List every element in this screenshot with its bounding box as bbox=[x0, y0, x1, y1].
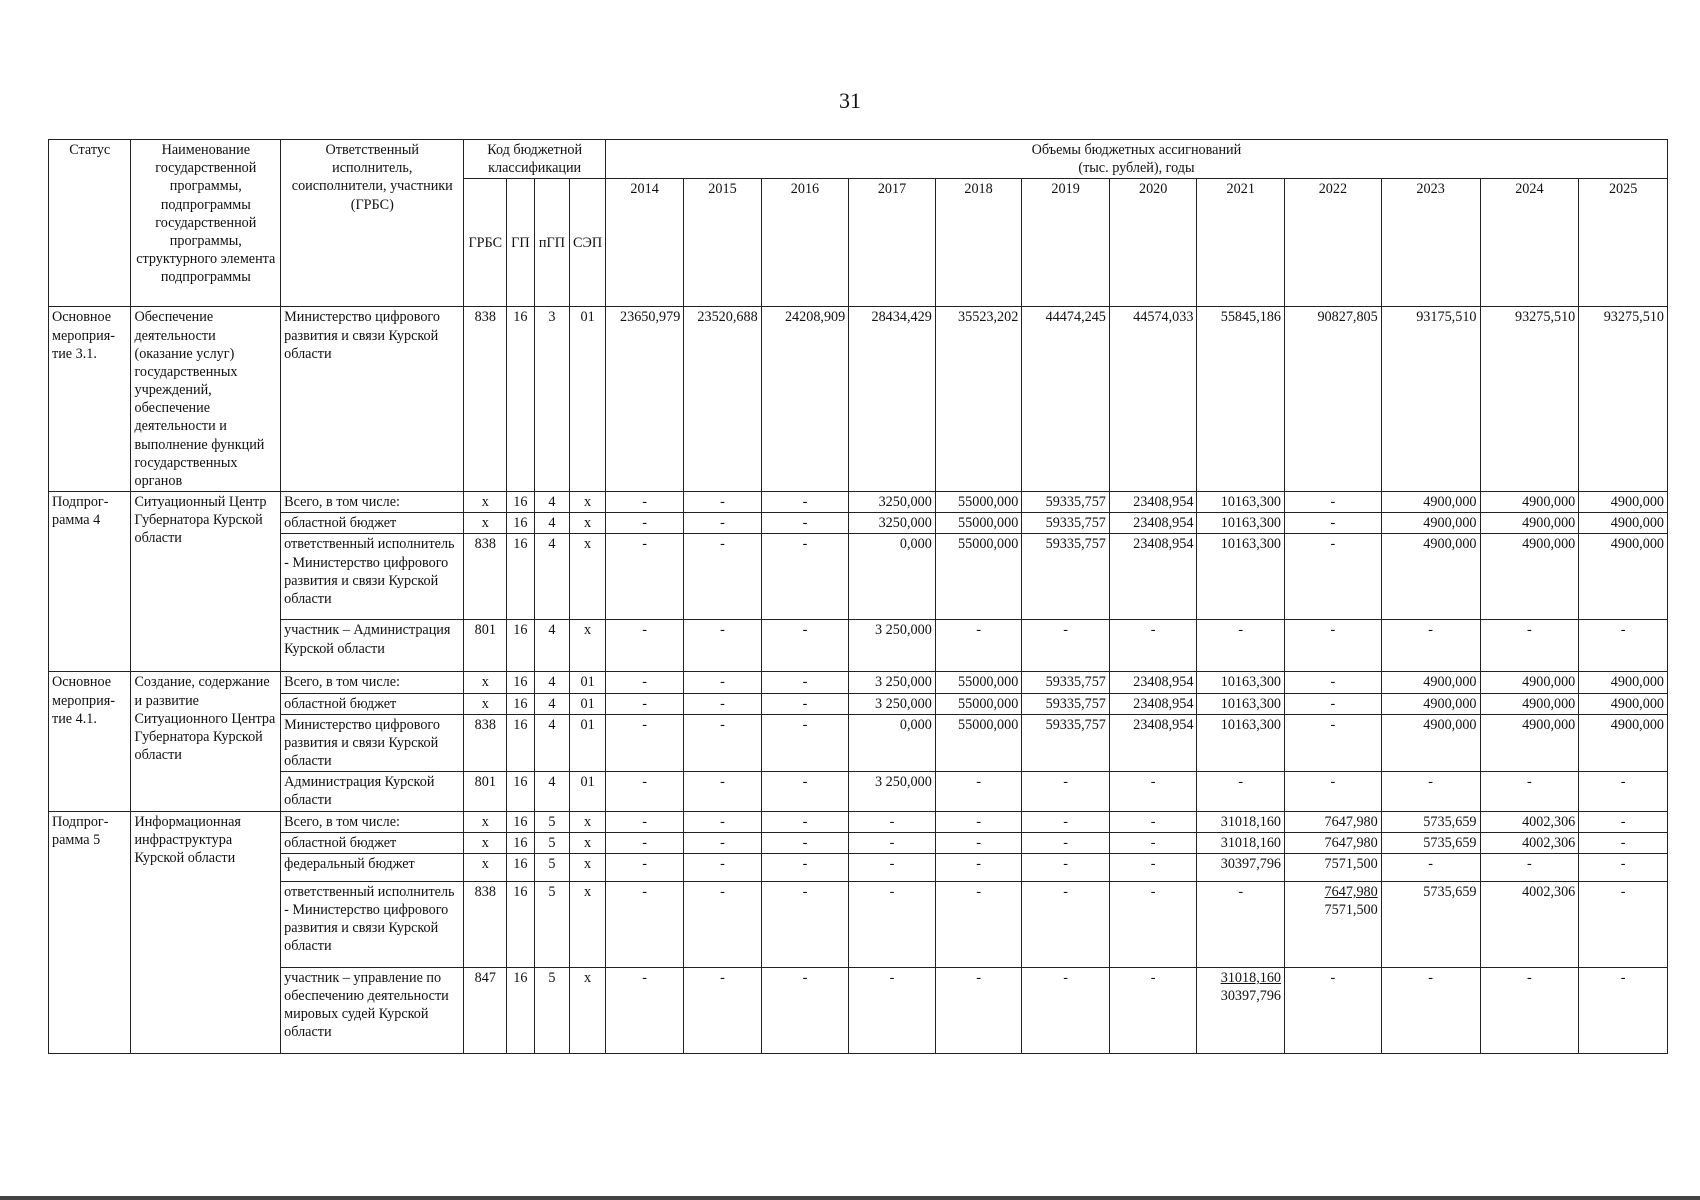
cell-value-2024: - bbox=[1480, 772, 1579, 811]
table-row bbox=[49, 967, 1668, 1053]
cell-value-2019: - bbox=[1022, 620, 1110, 672]
cell-value-2025: 4900,000 bbox=[1579, 513, 1668, 534]
cell-code-gp: 16 bbox=[507, 534, 534, 620]
table-row bbox=[49, 772, 1668, 811]
cell-value-2014: - bbox=[605, 811, 683, 832]
header-code-grbs: ГРБС bbox=[464, 179, 507, 307]
cell-value-2018: - bbox=[935, 881, 1022, 967]
header-year-2018: 2018 bbox=[935, 179, 1022, 307]
cell-code-pgp: 5 bbox=[534, 881, 570, 967]
cell-value-2020: - bbox=[1109, 853, 1197, 881]
cell-value-2023: - bbox=[1381, 967, 1480, 1053]
cell-value-2016: - bbox=[761, 513, 849, 534]
cell-code-pgp: 4 bbox=[534, 534, 570, 620]
header-volumes-title: Объемы бюджетных ассигнований bbox=[1031, 142, 1242, 158]
cell-value-2016: - bbox=[761, 534, 849, 620]
cell-value-2018: - bbox=[935, 811, 1022, 832]
cell-value-2018: 55000,000 bbox=[935, 714, 1022, 772]
cell-value-2020: - bbox=[1109, 881, 1197, 967]
cell-value-2018: 35523,202 bbox=[935, 307, 1022, 492]
cell-value-2016: - bbox=[761, 832, 849, 853]
cell-value-part: 31018,160 bbox=[1220, 969, 1282, 986]
cell-value-2020: 23408,954 bbox=[1109, 492, 1197, 513]
cell-value-2016: - bbox=[761, 967, 849, 1053]
cell-value-2024: - bbox=[1480, 967, 1579, 1053]
cell-value-2014: - bbox=[605, 881, 683, 967]
cell-value-2022: 90827,805 bbox=[1285, 307, 1382, 492]
cell-value-2018: 55000,000 bbox=[935, 513, 1022, 534]
cell-value-2024: 4900,000 bbox=[1480, 513, 1579, 534]
cell-value-2014: - bbox=[605, 492, 683, 513]
cell-value-2022: - bbox=[1285, 534, 1382, 620]
cell-value-2023: 4900,000 bbox=[1381, 492, 1480, 513]
cell-value-2021: 10163,300 bbox=[1197, 534, 1285, 620]
cell-program-name: Обеспечение деятельности (оказание услуг) государственных учреждений, обеспечение деятельности и выполнение функций государственных органов bbox=[131, 307, 281, 492]
cell-code-grbs: 801 bbox=[464, 620, 507, 672]
cell-value-2024: 4900,000 bbox=[1480, 492, 1579, 513]
cell-value-2020: - bbox=[1109, 772, 1197, 811]
table-row bbox=[49, 534, 1668, 620]
cell-value-2022: 7571,500 bbox=[1285, 853, 1382, 881]
header-year-2021: 2021 bbox=[1197, 179, 1285, 307]
cell-value-2025: 4900,000 bbox=[1579, 693, 1668, 714]
cell-code-pgp: 4 bbox=[534, 693, 570, 714]
cell-status: Основное мероприя-тие 3.1. bbox=[49, 307, 131, 492]
header-year-2019: 2019 bbox=[1022, 179, 1110, 307]
cell-value-2022: - bbox=[1285, 967, 1382, 1053]
cell-value-2024: - bbox=[1480, 620, 1579, 672]
cell-value-2022: - bbox=[1285, 772, 1382, 811]
cell-value-2023: 93175,510 bbox=[1381, 307, 1480, 492]
cell-code-pgp: 4 bbox=[534, 672, 570, 693]
cell-value-2015: - bbox=[684, 714, 761, 772]
cell-code-sep: х bbox=[570, 853, 606, 881]
cell-value-2019: - bbox=[1022, 811, 1110, 832]
cell-code-sep: х bbox=[570, 832, 606, 853]
cell-value-2014: - bbox=[605, 772, 683, 811]
cell-value-2022: 7647,980 bbox=[1285, 811, 1382, 832]
cell-value-2017: - bbox=[849, 967, 936, 1053]
cell-code-grbs: х bbox=[464, 492, 507, 513]
table-row bbox=[49, 714, 1668, 772]
cell-code-gp: 16 bbox=[507, 620, 534, 672]
cell-code-grbs: 801 bbox=[464, 772, 507, 811]
cell-value-2024: 4002,306 bbox=[1480, 881, 1579, 967]
cell-value-2017: - bbox=[849, 832, 936, 853]
cell-value-2017: - bbox=[849, 881, 936, 967]
cell-value-2022 bbox=[1285, 881, 1382, 967]
cell-value-2014: - bbox=[605, 513, 683, 534]
cell-value-2016: - bbox=[761, 693, 849, 714]
table-row bbox=[49, 881, 1668, 967]
cell-executor: областной бюджет bbox=[281, 832, 464, 853]
table-row bbox=[49, 832, 1668, 853]
cell-value-2017: 0,000 bbox=[849, 534, 936, 620]
cell-program-name: Информационная инфраструктура Курской области bbox=[131, 811, 281, 1053]
cell-code-sep: х bbox=[570, 492, 606, 513]
cell-value-2021: 10163,300 bbox=[1197, 714, 1285, 772]
cell-value-2019: 59335,757 bbox=[1022, 534, 1110, 620]
cell-value-part: 7647,980 bbox=[1324, 883, 1378, 900]
cell-value-2017: 3 250,000 bbox=[849, 772, 936, 811]
cell-value-2014: - bbox=[605, 534, 683, 620]
cell-value-2018: - bbox=[935, 620, 1022, 672]
table-header bbox=[49, 140, 1668, 307]
cell-value-2019: 44474,245 bbox=[1022, 307, 1110, 492]
cell-value-2015: - bbox=[684, 967, 761, 1053]
cell-value-2015: - bbox=[684, 881, 761, 967]
cell-value-2020: 23408,954 bbox=[1109, 672, 1197, 693]
cell-value-2017: 28434,429 bbox=[849, 307, 936, 492]
cell-value-2014: - bbox=[605, 672, 683, 693]
cell-value-2015: - bbox=[684, 513, 761, 534]
table-body bbox=[49, 307, 1668, 1054]
cell-code-grbs: 838 bbox=[464, 307, 507, 492]
cell-value-2022: - bbox=[1285, 693, 1382, 714]
cell-value-2014: - bbox=[605, 693, 683, 714]
cell-code-grbs: х bbox=[464, 693, 507, 714]
cell-value-2015: - bbox=[684, 620, 761, 672]
cell-value-2025: - bbox=[1579, 832, 1668, 853]
cell-value-2017: 3250,000 bbox=[849, 513, 936, 534]
cell-code-pgp: 5 bbox=[534, 853, 570, 881]
cell-status: Основное мероприя-тие 4.1. bbox=[49, 672, 131, 811]
header-executor: Ответственный исполнитель, соисполнители, участники (ГРБС) bbox=[281, 140, 464, 307]
cell-code-gp: 16 bbox=[507, 772, 534, 811]
cell-value-2017: 3 250,000 bbox=[849, 620, 936, 672]
cell-code-pgp: 4 bbox=[534, 772, 570, 811]
header-code-gp: ГП bbox=[507, 179, 534, 307]
cell-value-2019: - bbox=[1022, 772, 1110, 811]
cell-value-2025: - bbox=[1579, 853, 1668, 881]
header-volumes-unit: (тыс. рублей), годы bbox=[1078, 160, 1195, 177]
cell-value-2018: - bbox=[935, 853, 1022, 881]
cell-code-grbs: 838 bbox=[464, 714, 507, 772]
cell-code-grbs: х bbox=[464, 513, 507, 534]
cell-value-2019: - bbox=[1022, 853, 1110, 881]
cell-value-2025: 4900,000 bbox=[1579, 492, 1668, 513]
cell-code-gp: 16 bbox=[507, 672, 534, 693]
cell-code-sep: 01 bbox=[570, 714, 606, 772]
cell-status: Подпрог-рамма 5 bbox=[49, 811, 131, 1053]
cell-value-2015: 23520,688 bbox=[684, 307, 761, 492]
cell-value-2016: 24208,909 bbox=[761, 307, 849, 492]
cell-value-2017: 3250,000 bbox=[849, 492, 936, 513]
cell-code-grbs: 847 bbox=[464, 967, 507, 1053]
cell-executor: Всего, в том числе: bbox=[281, 672, 464, 693]
cell-value-2024: 4002,306 bbox=[1480, 811, 1579, 832]
cell-value-2025: - bbox=[1579, 811, 1668, 832]
scan-edge-line bbox=[0, 1196, 1700, 1200]
cell-value-2023: 4900,000 bbox=[1381, 513, 1480, 534]
cell-value-2025: 4900,000 bbox=[1579, 672, 1668, 693]
cell-code-sep: 01 bbox=[570, 672, 606, 693]
header-year-2017: 2017 bbox=[849, 179, 936, 307]
cell-value-2016: - bbox=[761, 620, 849, 672]
cell-value-2021: 31018,160 bbox=[1197, 832, 1285, 853]
header-status: Статус bbox=[49, 140, 131, 307]
cell-code-gp: 16 bbox=[507, 513, 534, 534]
cell-value-2023: - bbox=[1381, 853, 1480, 881]
cell-value-2020: 23408,954 bbox=[1109, 714, 1197, 772]
cell-value-2016: - bbox=[761, 881, 849, 967]
cell-value-2019: 59335,757 bbox=[1022, 714, 1110, 772]
cell-code-gp: 16 bbox=[507, 693, 534, 714]
cell-code-sep: х bbox=[570, 967, 606, 1053]
cell-executor: Администрация Курской области bbox=[281, 772, 464, 811]
cell-code-sep: 01 bbox=[570, 307, 606, 492]
cell-status: Подпрог-рамма 4 bbox=[49, 492, 131, 672]
cell-value-2016: - bbox=[761, 714, 849, 772]
cell-value-2015: - bbox=[684, 832, 761, 853]
cell-value-2016: - bbox=[761, 853, 849, 881]
cell-value-2021: 10163,300 bbox=[1197, 672, 1285, 693]
cell-value-2022: - bbox=[1285, 620, 1382, 672]
page-number: 31 bbox=[839, 88, 861, 113]
cell-executor: Министерство цифрового развития и связи Курской области bbox=[281, 307, 464, 492]
cell-value-2022: 7647,980 bbox=[1285, 832, 1382, 853]
cell-value-2020: - bbox=[1109, 832, 1197, 853]
cell-value-2015: - bbox=[684, 853, 761, 881]
header-code-sep: СЭП bbox=[570, 179, 606, 307]
cell-value-2014: - bbox=[605, 832, 683, 853]
cell-value-2024: 4900,000 bbox=[1480, 672, 1579, 693]
cell-value-2022: - bbox=[1285, 714, 1382, 772]
cell-value-2025: - bbox=[1579, 772, 1668, 811]
cell-value-2021: 55845,186 bbox=[1197, 307, 1285, 492]
cell-program-name: Создание, содержание и развитие Ситуационного Центра Губернатора Курской области bbox=[131, 672, 281, 811]
header-code-pgp: пГП bbox=[534, 179, 570, 307]
cell-code-sep: 01 bbox=[570, 772, 606, 811]
cell-value-part: 30397,796 bbox=[1220, 988, 1282, 1005]
cell-executor: ответственный исполнитель - Министерство цифрового развития и связи Курской области bbox=[281, 534, 464, 620]
cell-value-2023: 4900,000 bbox=[1381, 714, 1480, 772]
cell-executor: Министерство цифрового развития и связи Курской области bbox=[281, 714, 464, 772]
cell-value-2025: 4900,000 bbox=[1579, 714, 1668, 772]
budget-table-container bbox=[48, 139, 1668, 1054]
cell-code-sep: х bbox=[570, 534, 606, 620]
cell-value-2014: 23650,979 bbox=[605, 307, 683, 492]
cell-value-2014: - bbox=[605, 714, 683, 772]
header-name: Наименование государственной программы, подпрограммы государственной программы, структурного элемента подпрограммы bbox=[131, 140, 281, 307]
cell-value-2018: 55000,000 bbox=[935, 492, 1022, 513]
cell-value-2021: 30397,796 bbox=[1197, 853, 1285, 881]
cell-code-pgp: 4 bbox=[534, 492, 570, 513]
cell-code-pgp: 4 bbox=[534, 714, 570, 772]
cell-code-grbs: х bbox=[464, 811, 507, 832]
cell-executor: Всего, в том числе: bbox=[281, 811, 464, 832]
cell-value-2023: 4900,000 bbox=[1381, 672, 1480, 693]
cell-value-2019: - bbox=[1022, 832, 1110, 853]
table-row bbox=[49, 672, 1668, 693]
table-row bbox=[49, 811, 1668, 832]
cell-value-2019: 59335,757 bbox=[1022, 492, 1110, 513]
cell-program-name: Ситуационный Центр Губернатора Курской области bbox=[131, 492, 281, 672]
cell-executor: Всего, в том числе: bbox=[281, 492, 464, 513]
cell-code-pgp: 5 bbox=[534, 832, 570, 853]
cell-executor: федеральный бюджет bbox=[281, 853, 464, 881]
header-year-2022: 2022 bbox=[1285, 179, 1382, 307]
cell-value-2021: - bbox=[1197, 772, 1285, 811]
cell-code-sep: 01 bbox=[570, 693, 606, 714]
cell-executor: областной бюджет bbox=[281, 693, 464, 714]
budget-table bbox=[48, 139, 1668, 1054]
cell-value-2015: - bbox=[684, 772, 761, 811]
cell-value-2023: 4900,000 bbox=[1381, 693, 1480, 714]
table-row bbox=[49, 853, 1668, 881]
header-year-2020: 2020 bbox=[1109, 179, 1197, 307]
cell-value-2025: - bbox=[1579, 881, 1668, 967]
cell-value-2020: 23408,954 bbox=[1109, 693, 1197, 714]
cell-code-gp: 16 bbox=[507, 714, 534, 772]
cell-value-2020: 23408,954 bbox=[1109, 513, 1197, 534]
header-year-2015: 2015 bbox=[684, 179, 761, 307]
cell-value-2020: - bbox=[1109, 967, 1197, 1053]
cell-value-2020: 23408,954 bbox=[1109, 534, 1197, 620]
cell-value-2023: 5735,659 bbox=[1381, 881, 1480, 967]
table-row bbox=[49, 307, 1668, 492]
cell-code-gp: 16 bbox=[507, 881, 534, 967]
cell-code-gp: 16 bbox=[507, 832, 534, 853]
cell-value-2015: - bbox=[684, 811, 761, 832]
cell-value-2017: - bbox=[849, 811, 936, 832]
cell-executor: участник – управление по обеспечению деятельности мировых судей Курской области bbox=[281, 967, 464, 1053]
cell-value-2025: - bbox=[1579, 620, 1668, 672]
cell-value-2021: - bbox=[1197, 881, 1285, 967]
cell-value-2022: - bbox=[1285, 492, 1382, 513]
header-year-2014: 2014 bbox=[605, 179, 683, 307]
cell-value-2021: 31018,160 bbox=[1197, 811, 1285, 832]
cell-value-2019: 59335,757 bbox=[1022, 672, 1110, 693]
cell-value-2019: - bbox=[1022, 881, 1110, 967]
header-year-2024: 2024 bbox=[1480, 179, 1579, 307]
cell-value-2024: 4900,000 bbox=[1480, 714, 1579, 772]
cell-value-2014: - bbox=[605, 620, 683, 672]
cell-code-grbs: х bbox=[464, 672, 507, 693]
cell-value-2019: 59335,757 bbox=[1022, 513, 1110, 534]
cell-code-grbs: х bbox=[464, 832, 507, 853]
cell-code-gp: 16 bbox=[507, 811, 534, 832]
cell-value-2016: - bbox=[761, 772, 849, 811]
cell-value-2017: - bbox=[849, 853, 936, 881]
cell-value-part: 7571,500 bbox=[1324, 902, 1378, 919]
cell-value-2018: 55000,000 bbox=[935, 672, 1022, 693]
cell-value-2017: 3 250,000 bbox=[849, 672, 936, 693]
cell-executor: ответственный исполнитель - Министерство цифрового развития и связи Курской области bbox=[281, 881, 464, 967]
cell-code-sep: х bbox=[570, 513, 606, 534]
cell-value-2016: - bbox=[761, 672, 849, 693]
header-year-2023: 2023 bbox=[1381, 179, 1480, 307]
cell-code-gp: 16 bbox=[507, 853, 534, 881]
cell-value-2022: - bbox=[1285, 513, 1382, 534]
cell-value-2017: 0,000 bbox=[849, 714, 936, 772]
cell-code-grbs: х bbox=[464, 853, 507, 881]
header-year-2025: 2025 bbox=[1579, 179, 1668, 307]
cell-value-2021: 10163,300 bbox=[1197, 513, 1285, 534]
cell-value-2021 bbox=[1197, 967, 1285, 1053]
cell-value-2022: - bbox=[1285, 672, 1382, 693]
cell-value-2015: - bbox=[684, 672, 761, 693]
cell-value-2014: - bbox=[605, 853, 683, 881]
cell-value-2020: 44574,033 bbox=[1109, 307, 1197, 492]
cell-code-gp: 16 bbox=[507, 307, 534, 492]
cell-value-2018: - bbox=[935, 772, 1022, 811]
cell-code-pgp: 5 bbox=[534, 811, 570, 832]
header-code-group: Код бюджетной классификации bbox=[464, 140, 606, 179]
cell-code-pgp: 3 bbox=[534, 307, 570, 492]
cell-code-pgp: 4 bbox=[534, 513, 570, 534]
cell-value-2025: 4900,000 bbox=[1579, 534, 1668, 620]
table-row bbox=[49, 492, 1668, 513]
cell-value-2023: 5735,659 bbox=[1381, 811, 1480, 832]
cell-value-2018: 55000,000 bbox=[935, 693, 1022, 714]
cell-executor: участник – Администрация Курской области bbox=[281, 620, 464, 672]
cell-code-pgp: 4 bbox=[534, 620, 570, 672]
cell-value-2021: - bbox=[1197, 620, 1285, 672]
cell-value-2023: - bbox=[1381, 620, 1480, 672]
cell-value-2025: - bbox=[1579, 967, 1668, 1053]
cell-value-2021: 10163,300 bbox=[1197, 492, 1285, 513]
cell-value-2015: - bbox=[684, 534, 761, 620]
cell-value-2018: 55000,000 bbox=[935, 534, 1022, 620]
cell-value-2024: - bbox=[1480, 853, 1579, 881]
cell-value-2019: 59335,757 bbox=[1022, 693, 1110, 714]
header-volumes bbox=[605, 140, 1667, 179]
cell-code-gp: 16 bbox=[507, 967, 534, 1053]
cell-code-grbs: 838 bbox=[464, 534, 507, 620]
cell-value-2023: 4900,000 bbox=[1381, 534, 1480, 620]
cell-value-2018: - bbox=[935, 967, 1022, 1053]
cell-code-grbs: 838 bbox=[464, 881, 507, 967]
cell-value-2018: - bbox=[935, 832, 1022, 853]
cell-value-2023: 5735,659 bbox=[1381, 832, 1480, 853]
cell-code-sep: х bbox=[570, 811, 606, 832]
cell-executor: областной бюджет bbox=[281, 513, 464, 534]
table-row bbox=[49, 693, 1668, 714]
cell-value-2020: - bbox=[1109, 811, 1197, 832]
cell-value-2016: - bbox=[761, 492, 849, 513]
cell-value-2023: - bbox=[1381, 772, 1480, 811]
header-year-2016: 2016 bbox=[761, 179, 849, 307]
cell-value-2024: 4002,306 bbox=[1480, 832, 1579, 853]
cell-value-2016: - bbox=[761, 811, 849, 832]
cell-value-2020: - bbox=[1109, 620, 1197, 672]
cell-value-2021: 10163,300 bbox=[1197, 693, 1285, 714]
table-row bbox=[49, 513, 1668, 534]
cell-value-2025: 93275,510 bbox=[1579, 307, 1668, 492]
cell-value-2024: 4900,000 bbox=[1480, 534, 1579, 620]
table-row bbox=[49, 620, 1668, 672]
cell-code-pgp: 5 bbox=[534, 967, 570, 1053]
cell-code-sep: х bbox=[570, 881, 606, 967]
cell-value-2015: - bbox=[684, 693, 761, 714]
cell-value-2019: - bbox=[1022, 967, 1110, 1053]
cell-value-2015: - bbox=[684, 492, 761, 513]
cell-value-2017: 3 250,000 bbox=[849, 693, 936, 714]
cell-value-2024: 93275,510 bbox=[1480, 307, 1579, 492]
cell-value-2024: 4900,000 bbox=[1480, 693, 1579, 714]
cell-code-gp: 16 bbox=[507, 492, 534, 513]
cell-code-sep: х bbox=[570, 620, 606, 672]
cell-value-2014: - bbox=[605, 967, 683, 1053]
